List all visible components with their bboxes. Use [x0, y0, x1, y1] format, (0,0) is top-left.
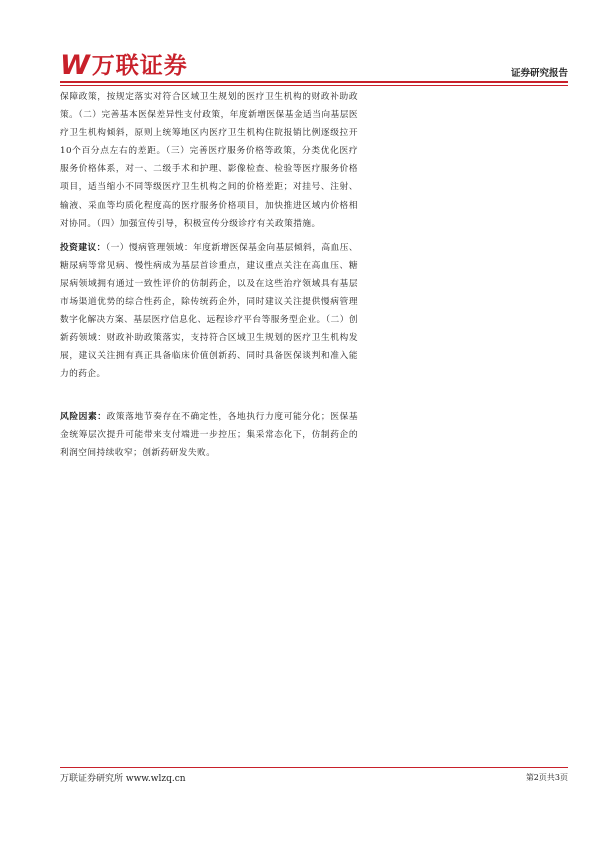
report-type-label: 证券研究报告 — [510, 68, 568, 79]
investment-advice-heading: 投资建议： — [60, 242, 106, 253]
page-number: 第2页共3页 — [525, 773, 568, 782]
header-divider — [60, 81, 568, 83]
risk-factors-paragraph — [60, 408, 358, 462]
policy-paragraph: 保障政策，按规定落实对符合区域卫生规划的医疗卫生机构的财政补助政策。（二）完善基本医保差异性支付政策，年度新增医保基金适当向基层医疗卫生机构倾斜，原则上统筹地区内医疗卫生机构住院报销比例逐级拉开10个百分点左右的差距。（三）完善医疗服务价格等政策，分类优化医疗服务价格体系，对一、二级手术和护理、影像检查、检验等医疗服务价格项目，适当缩小不同等级医疗卫生机构之间的价格差距；对挂号、注射、输液、采血等均质化程度高的医疗服务价格项目，加快推进区域内价格相对协同。（四）加强宣传引导，积极宣传分级诊疗有关政策措施。 — [60, 92, 358, 229]
logo-text: 万联证券 — [91, 53, 188, 79]
footer-divider — [60, 767, 568, 768]
page-header — [60, 52, 568, 82]
footer-source: 万联证券研究所 www.wlzq.cn — [60, 774, 186, 784]
investment-advice-paragraph — [60, 239, 358, 384]
header-divider-thin — [60, 85, 568, 86]
wanlian-logo — [60, 52, 188, 80]
logo-mark: W — [60, 50, 89, 81]
report-body — [60, 88, 358, 462]
risk-factors-heading: 风险因素： — [60, 411, 107, 422]
risk-factors-text: 政策落地节奏存在不确定性，各地执行力度可能分化；医保基金统筹层次提升可能带来支付端进一步控压；集采常态化下，仿制药企的利润空间持续收窄；创新药研发失败。 — [60, 411, 358, 458]
investment-advice-text: （一）慢病管理领域：年度新增医保基金向基层倾斜，高血压、糖尿病等常见病、慢性病成为基层首诊重点，建议重点关注在高血压、糖尿病领域拥有通过一致性评价的仿制药企，以及在这些治疗领域具有基层市场渠道优势的综合性药企，除传统药企外，同时建议关注提供慢病管理数字化解决方案、基层医疗信息化、远程诊疗平台等服务型企业。（二）创新药领域：财政补助政策落实，支持符合区域卫生规划的医疗卫生机构发展，建议关注拥有真正具备临床价值创新药、同时具备医保谈判和准入能力的药企。 — [60, 242, 359, 380]
